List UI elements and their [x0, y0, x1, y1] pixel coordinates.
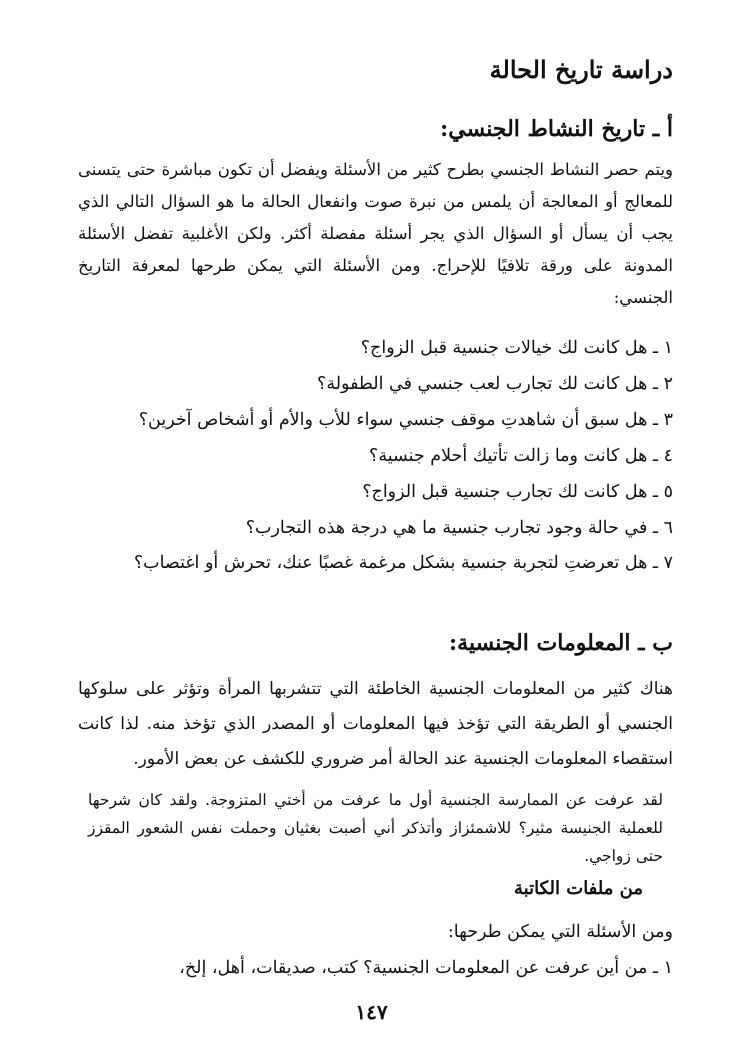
quote-source: من ملفات الكاتبة: [513, 878, 643, 899]
list-item: ٤ ـ هل كانت وما زالت تأتيك أحلام جنسية؟: [369, 446, 673, 466]
sexual-history-question-list: [78, 330, 673, 580]
list-item: ٦ ـ في حالة وجود تجارب جنسية ما هي درجة هذه التجارب؟: [245, 518, 673, 538]
section-b-heading: ب ـ المعلومات الجنسية:: [449, 630, 673, 656]
list-item: ٧ ـ هل تعرضتِ لتجربة جنسية بشكل مرغمة غصبًا عنك، تحرش أو اغتصاب؟: [133, 553, 673, 573]
information-question-1: ١ ـ من أين عرفت عن المعلومات الجنسية؟ كتب، صديقات، أهل، إلخ،: [179, 958, 673, 978]
section-b-paragraph: هناك كثير من المعلومات الجنسية الخاطئة التي تتشربها المرأة وتؤثر على سلوكها الجنسي أو الطريقة التي تؤخذ فيها المعلومات أو المصدر الذي تؤخذ منه. لذا كانت استقصاء المعلومات الجنسية عند الحالة أمر ضروري للكشف عن بعض الأمور.: [78, 679, 673, 769]
questions-intro: ومن الأسئلة التي يمكن طرحها:: [447, 922, 673, 942]
list-item: ١ ـ هل كانت لك خيالات جنسية قبل الزواج؟: [360, 338, 673, 358]
page-title: دراسة تاريخ الحالة: [489, 55, 673, 84]
section-a-paragraph: ويتم حصر النشاط الجنسي بطرح كثير من الأسئلة ويفضل أن تكون مباشرة حتى يتسنى للمعالج أو المعالجة أن يلمس من نبرة صوت وانفعال الحالة ما هو السؤال التالي الذي يجب أن يسأل أو السؤال الذي يجر أسئلة مفصلة أكثر. ولكن الأغلبية تفضل الأسئلة المدونة على ورقة تلافيًا للإحراج. ومن الأسئلة التي يمكن طرحها لمعرفة التاريخ الجنسي:: [78, 160, 673, 307]
list-item: ٣ ـ هل سبق أن شاهدتِ موقف جنسي سواء للأب والأم أو أشخاص آخرين؟: [138, 410, 673, 430]
page-number: ١٤٧: [355, 1000, 388, 1024]
list-item: ٢ ـ هل كانت لك تجارب لعب جنسي في الطفولة؟: [317, 374, 673, 394]
list-item: ٥ ـ هل كانت لك تجارب جنسية قبل الزواج؟: [362, 482, 673, 502]
case-quote: لقد عرفت عن الممارسة الجنسية أول ما عرفت من أختي المتزوجة. ولقد كان شرحها للعملية الجنيسة مثير؟ للاشمئزاز وأتذكر أني أصبت بغثيان وحملت نفس الشعور المقزز حتى زواجي.: [88, 791, 663, 865]
section-a-heading: أ ـ تاريخ النشاط الجنسي:: [440, 116, 673, 142]
